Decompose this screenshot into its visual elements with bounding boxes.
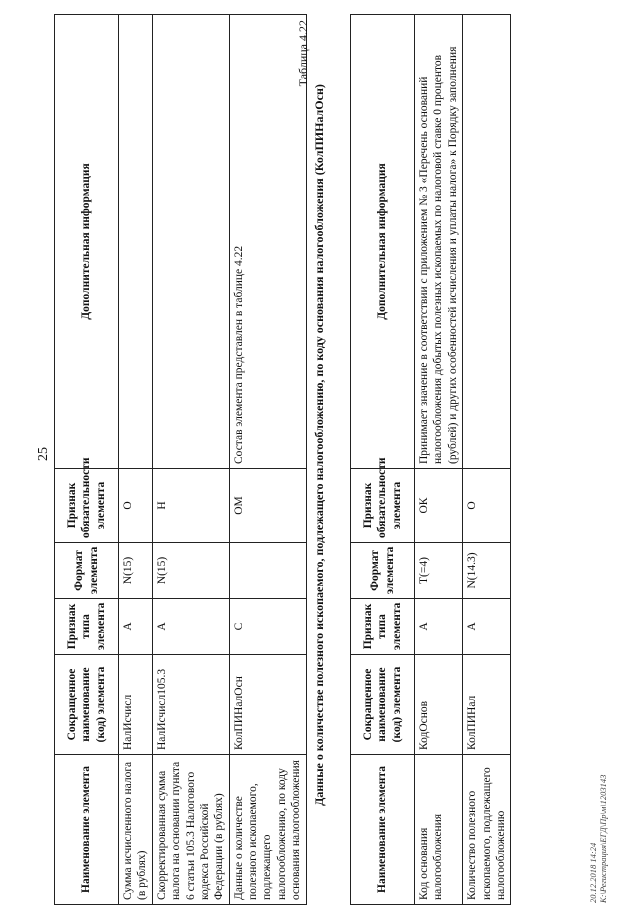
print-stamp [588, 775, 608, 903]
table-caption: Данные о количестве полезного ископаемого, подлежащего налогообложению, по коду основания налогообложения (КолПИНалОсн) [312, 84, 326, 806]
cell-format: N(15) [119, 543, 153, 599]
col-header-code: Сокращенное наименование (код) элемента [55, 655, 119, 755]
cell-name: Скорректированная сумма налога на основании пункта 6 статьи 105.3 Налогового кодекса Российской Федерации (в рублях) [152, 755, 229, 905]
col-header-required: Признак обязательности элемента [55, 469, 119, 543]
col-header-code: Сокращенное наименование (код) элемента [351, 655, 415, 755]
col-header-type: Признак типа элемента [351, 599, 415, 655]
col-header-required: Признак обязательности элемента [351, 469, 415, 543]
table-header-row [351, 15, 415, 905]
cell-info: Принимает значение в соответствии с приложением № 3 «Перечень оснований налогообложения добытых полезных ископаемых по налоговой ставке 0 процентов (рублей) и других особенностей исчисления и уплаты налога» к Порядку заполнения [415, 15, 463, 469]
cell-code: НалИсчисл [119, 655, 153, 755]
page-number: 25 [36, 447, 51, 461]
col-header-name: Наименование элемента [55, 755, 119, 905]
elements-table-continued [54, 14, 307, 905]
cell-format [229, 543, 306, 599]
cell-type: А [415, 599, 463, 655]
cell-info: Состав элемента представлен в таблице 4.22 [229, 15, 306, 469]
cell-format: N(15) [152, 543, 229, 599]
cell-type: А [119, 599, 153, 655]
cell-type: А [152, 599, 229, 655]
col-header-name: Наименование элемента [351, 755, 415, 905]
cell-code: КолПИНал [463, 655, 511, 755]
cell-name: Код основания налогообложения [415, 755, 463, 905]
cell-required: ОК [415, 469, 463, 543]
cell-required: ОМ [229, 469, 306, 543]
cell-code: НалИсчисл105.3 [152, 655, 229, 755]
table-header-row [55, 15, 119, 905]
cell-required: О [119, 469, 153, 543]
col-header-format: Формат элемента [55, 543, 119, 599]
print-stamp-path: К:\Регистрация\ЕГД\Пр\м\1203143 [598, 774, 609, 903]
table-row [229, 15, 306, 905]
cell-type: А [463, 599, 511, 655]
cell-format: N(14.3) [463, 543, 511, 599]
table-row [152, 15, 229, 905]
cell-type: С [229, 599, 306, 655]
cell-required: Н [152, 469, 229, 543]
cell-name: Сумма исчисленного налога (в рублях) [119, 755, 153, 905]
cell-info [152, 15, 229, 469]
cell-format: Т(=4) [415, 543, 463, 599]
cell-code: КолПИНалОсн [229, 655, 306, 755]
elements-table-4-22 [350, 14, 511, 905]
table-row [119, 15, 153, 905]
col-header-info: Дополнительная информация [351, 15, 415, 469]
col-header-type: Признак типа элемента [55, 599, 119, 655]
cell-code: КодОснов [415, 655, 463, 755]
table-number-label: Таблица 4.22 [296, 20, 310, 87]
table-row [415, 15, 463, 905]
print-stamp-date: 20.12.2018 14:24 [588, 842, 598, 903]
cell-name: Количество полезного ископаемого, подлежащего налогообложению [463, 755, 511, 905]
cell-required: О [463, 469, 511, 543]
cell-info [119, 15, 153, 469]
cell-name: Данные о количестве полезного ископаемого, подлежащего налогообложению, по коду основания налогообложения [229, 755, 306, 905]
col-header-format: Формат элемента [351, 543, 415, 599]
table-row [463, 15, 511, 905]
cell-info [463, 15, 511, 469]
col-header-info: Дополнительная информация [55, 15, 119, 469]
